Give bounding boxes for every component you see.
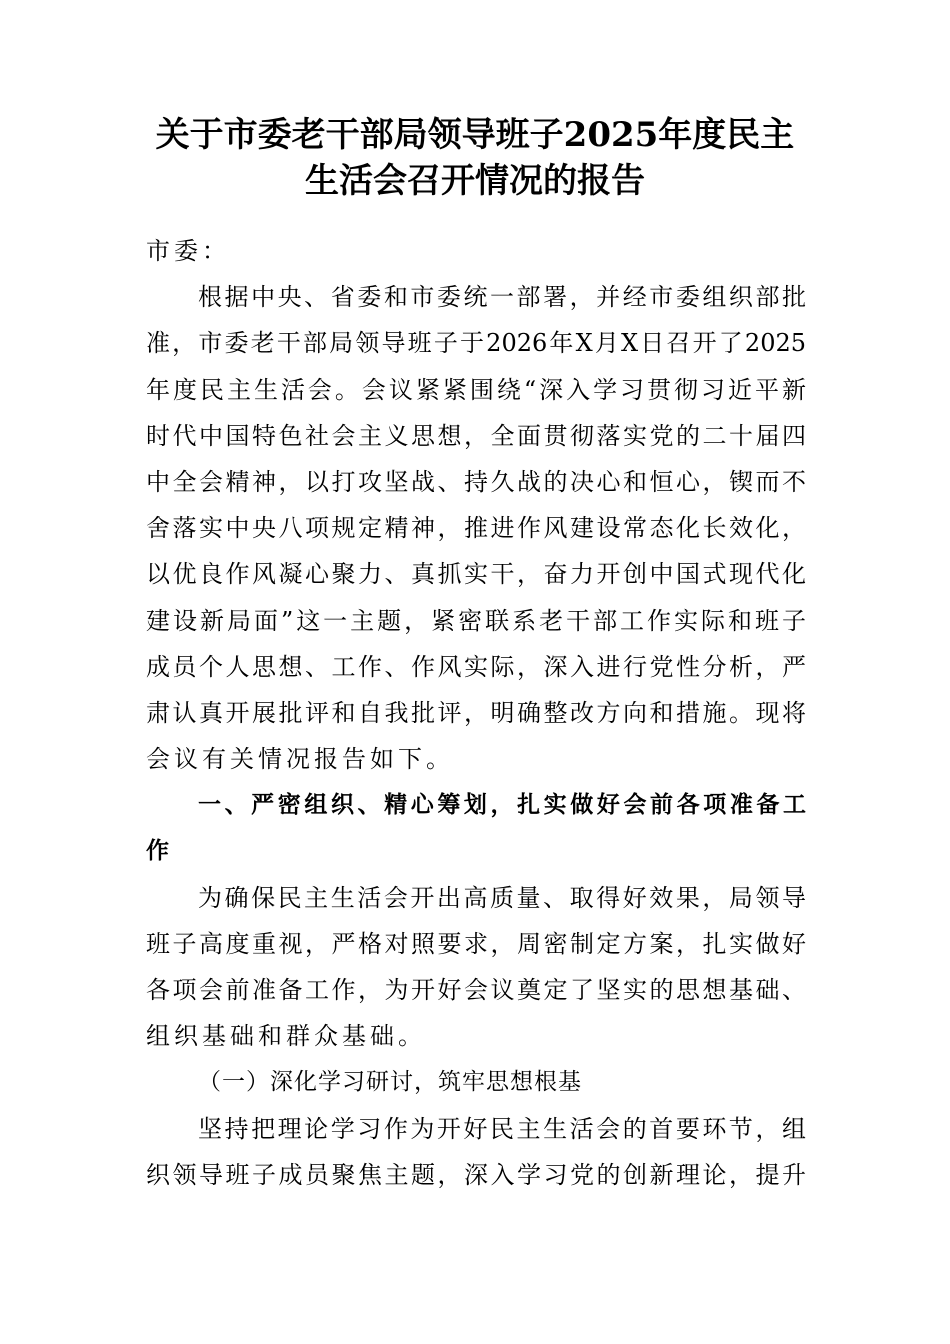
heading-line: 作 bbox=[146, 838, 169, 865]
text-line: 各项会前准备工作，为开好会议奠定了坚实的思想基础、 bbox=[146, 976, 806, 1004]
subsection-heading-1 bbox=[146, 1059, 806, 1105]
section-heading-1 bbox=[146, 782, 806, 874]
text-line: 会议有关情况报告如下。 bbox=[146, 745, 454, 774]
text-line: 时代中国特色社会主义思想，全面贯彻落实党的二十届四 bbox=[146, 421, 806, 450]
document-body bbox=[146, 228, 806, 1198]
text-line: 坚持把理论学习作为开好民主生活会的首要环节，组 bbox=[198, 1114, 806, 1143]
text-line: 根据中央、省委和市委统一部署，并经市委组织部批 bbox=[198, 283, 806, 312]
text-line: 建设新局面”这一主题，紧密联系老干部工作实际和班子 bbox=[146, 606, 806, 635]
text-line: 肃认真开展批评和自我批评，明确整改方向和措施。现将 bbox=[146, 698, 806, 727]
text-line: 组织基础和群众基础。 bbox=[146, 1022, 426, 1051]
paragraph-intro bbox=[146, 274, 806, 782]
paragraph-preparation bbox=[146, 875, 806, 1060]
text-line: 为确保民主生活会开出高质量、取得好效果，局领导 bbox=[198, 883, 806, 912]
heading-line: 一、严密组织、精心筹划，扎实做好会前各项准备工 bbox=[198, 792, 806, 819]
document-title bbox=[140, 112, 810, 204]
text-line: 织领导班子成员聚焦主题，深入学习党的创新理论，提升 bbox=[146, 1160, 806, 1189]
salutation: 市委： bbox=[146, 237, 230, 265]
text-line: 准，市委老干部局领导班子于2026年X月X日召开了2025 bbox=[146, 329, 806, 358]
text-line: 中全会精神，以打攻坚战、持久战的决心和恒心，锲而不 bbox=[146, 467, 806, 496]
title-line-1: 关于市委老干部局领导班子2025年度民主 bbox=[155, 115, 795, 155]
text-line: 舍落实中央八项规定精神，推进作风建设常态化长效化， bbox=[146, 514, 806, 543]
paragraph-study bbox=[146, 1106, 806, 1198]
title-line-2: 生活会召开情况的报告 bbox=[305, 161, 645, 201]
text-line: 班子高度重视，严格对照要求，周密制定方案，扎实做好 bbox=[146, 929, 806, 958]
text-line: 成员个人思想、工作、作风实际，深入进行党性分析，严 bbox=[146, 652, 806, 681]
text-line: 年度民主生活会。会议紧紧围绕“深入学习贯彻习近平新 bbox=[146, 375, 806, 404]
heading-line: （一）深化学习研讨，筑牢思想根基 bbox=[198, 1069, 582, 1096]
text-line: 以优良作风凝心聚力、真抓实干，奋力开创中国式现代化 bbox=[146, 560, 806, 589]
